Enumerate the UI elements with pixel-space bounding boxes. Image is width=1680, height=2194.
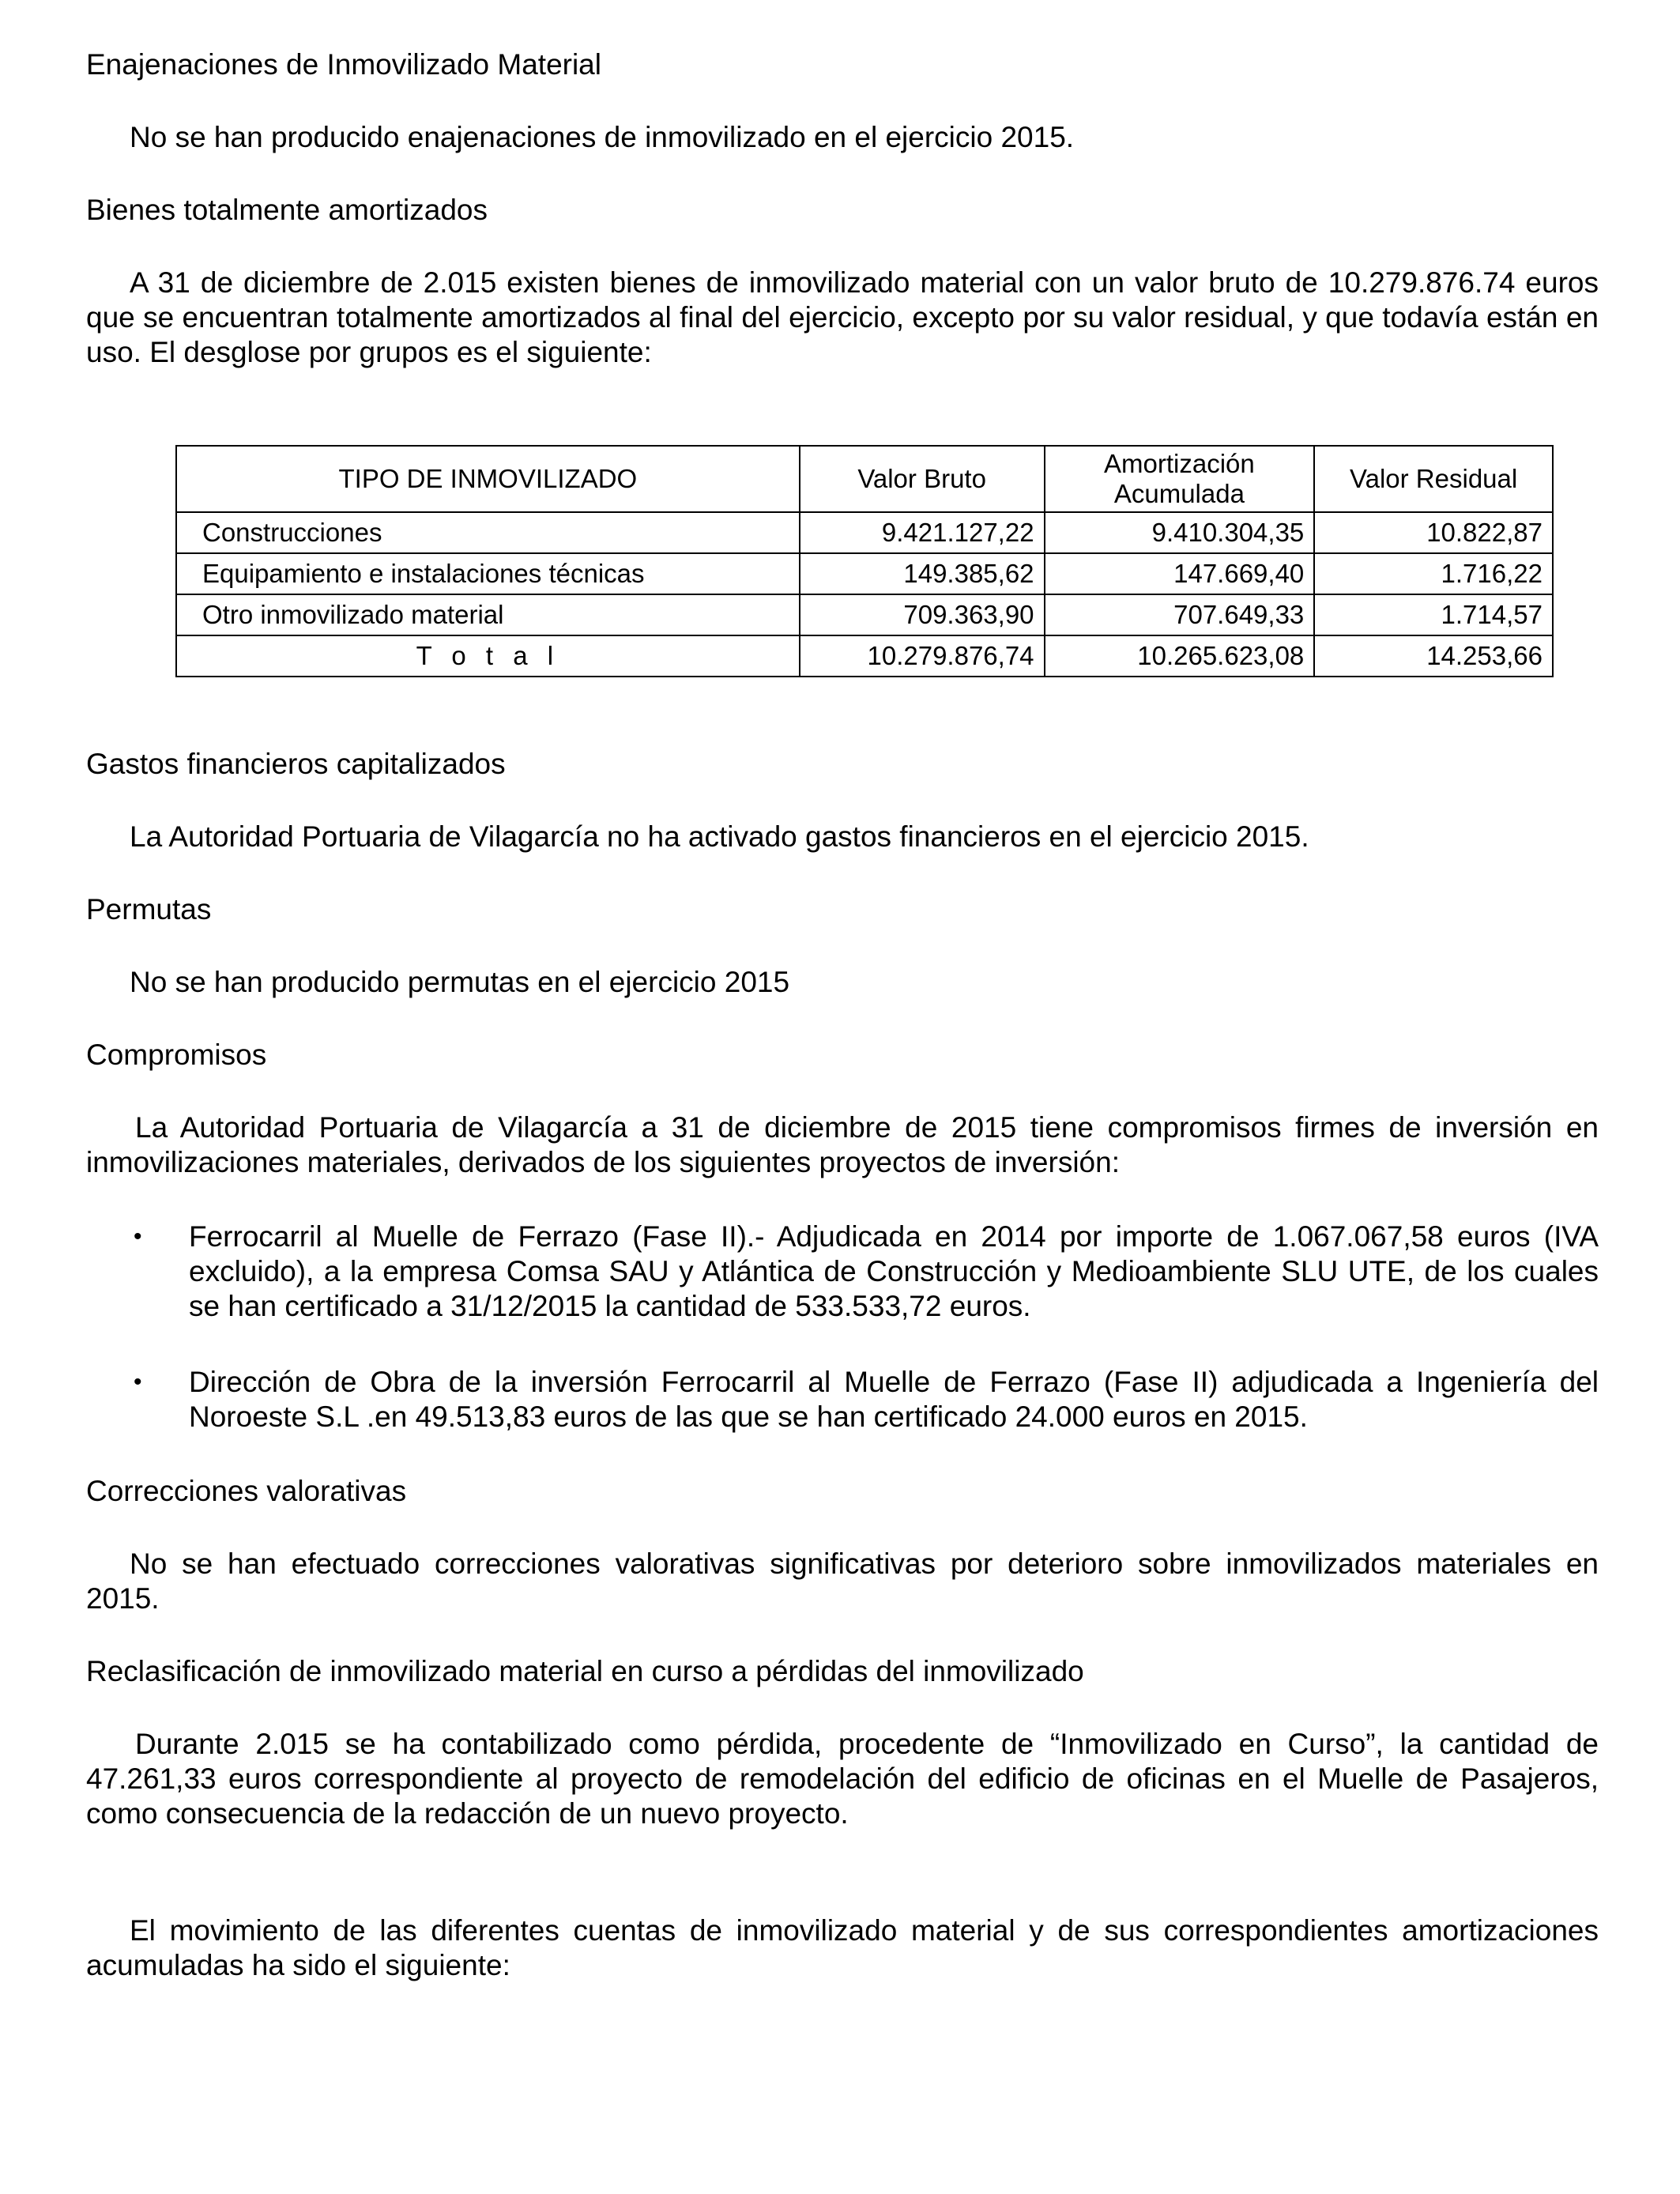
header-tipo: TIPO DE INMOVILIZADO <box>176 446 800 512</box>
cell-valor-bruto: 149.385,62 <box>800 553 1045 594</box>
text-movimiento: El movimiento de las diferentes cuentas de inmovilizado material y de sus correspondientes amortizaciones acumuladas ha sido el siguiente: <box>86 1914 1599 1981</box>
header-valor-bruto: Valor Bruto <box>800 446 1045 512</box>
text-permutas: No se han producido permutas en el ejercicio 2015 <box>130 966 790 998</box>
heading-bienes: Bienes totalmente amortizados <box>86 194 488 226</box>
cell-amortizacion: 147.669,40 <box>1045 553 1315 594</box>
heading-correcciones: Correcciones valorativas <box>86 1475 407 1507</box>
text-reclasificacion: Durante 2.015 se ha contabilizado como pérdida, procedente de “Inmovilizado en Curso”, la cantidad de 47.261,33 euros correspondiente al proyecto de remodelación del edificio de oficinas en el Muelle de Pasajeros, como consecuencia de la redacción de un nuevo proyecto. <box>86 1728 1599 1830</box>
text-enajenaciones: No se han producido enajenaciones de inmovilizado en el ejercicio 2015. <box>130 121 1075 153</box>
heading-permutas: Permutas <box>86 893 212 925</box>
table-row <box>176 512 1553 553</box>
text-compromisos: La Autoridad Portuaria de Vilagarcía a 31 de diciembre de 2015 tiene compromisos firmes de inversión en inmovilizaciones materiales, derivados de los siguientes proyectos de inversión: <box>86 1111 1599 1178</box>
header-amortizacion <box>1045 446 1315 512</box>
header-valor-residual: Valor Residual <box>1314 446 1553 512</box>
bullet-icon: • <box>134 1369 142 1395</box>
text-correcciones: No se han efectuado correcciones valorativas significativas por deterioro sobre inmovilizados materiales en 2015. <box>86 1547 1599 1615</box>
bullet-icon: • <box>134 1223 142 1250</box>
cell-amortizacion: 707.649,33 <box>1045 594 1315 635</box>
heading-enajenaciones: Enajenaciones de Inmovilizado Material <box>86 48 601 81</box>
compromisos-list-2 <box>86 1365 1599 1434</box>
table-row <box>176 594 1553 635</box>
list-item <box>86 1220 1599 1324</box>
cell-valor-residual: 1.714,57 <box>1314 594 1553 635</box>
table-total-row <box>176 635 1553 677</box>
cell-valor-bruto: 709.363,90 <box>800 594 1045 635</box>
text-bienes: A 31 de diciembre de 2.015 existen bienes de inmovilizado material con un valor bruto de 10.279.876.74 euros que se encuentran totalmente amortizados al final del ejercicio, excepto por su valor residual, y que todavía están en uso. El desglose por grupos es el siguiente: <box>86 266 1599 368</box>
list-item-text: Ferrocarril al Muelle de Ferrazo (Fase II).- Adjudicada en 2014 por importe de 1.067.067,58 euros (IVA excluido), a la empresa Comsa SAU y Atlántica de Construcción y Medioambiente SLU UTE, de los cuales se han certificado a 31/12/2015 la cantidad de 533.533,72 euros. <box>189 1220 1599 1322</box>
cell-total-label: T o t a l <box>176 635 800 677</box>
heading-reclasificacion: Reclasificación de inmovilizado material en curso a pérdidas del inmovilizado <box>86 1655 1084 1687</box>
heading-compromisos: Compromisos <box>86 1039 267 1071</box>
cell-valor-residual: 1.716,22 <box>1314 553 1553 594</box>
cell-amortizacion: 9.410.304,35 <box>1045 512 1315 553</box>
assets-table <box>175 445 1554 677</box>
cell-tipo: Otro inmovilizado material <box>176 594 800 635</box>
cell-tipo: Equipamiento e instalaciones técnicas <box>176 553 800 594</box>
cell-tipo: Construcciones <box>176 512 800 553</box>
header-amortizacion-label: Amortización Acumulada <box>1104 449 1255 508</box>
heading-gastos: Gastos financieros capitalizados <box>86 748 506 780</box>
cell-valor-residual: 10.822,87 <box>1314 512 1553 553</box>
cell-total-amortizacion: 10.265.623,08 <box>1045 635 1315 677</box>
table-header-row <box>176 446 1553 512</box>
list-item-text: Dirección de Obra de la inversión Ferrocarril al Muelle de Ferrazo (Fase II) adjudicada a Ingeniería del Noroeste S.L .en 49.513,83 euros de las que se han certificado 24.000 euros en 2015. <box>189 1366 1599 1433</box>
cell-valor-bruto: 9.421.127,22 <box>800 512 1045 553</box>
cell-total-valor-residual: 14.253,66 <box>1314 635 1553 677</box>
list-item <box>86 1365 1599 1434</box>
compromisos-list <box>86 1220 1599 1324</box>
cell-total-valor-bruto: 10.279.876,74 <box>800 635 1045 677</box>
table-row <box>176 553 1553 594</box>
text-gastos: La Autoridad Portuaria de Vilagarcía no ha activado gastos financieros en el ejercicio 2015. <box>130 820 1309 853</box>
